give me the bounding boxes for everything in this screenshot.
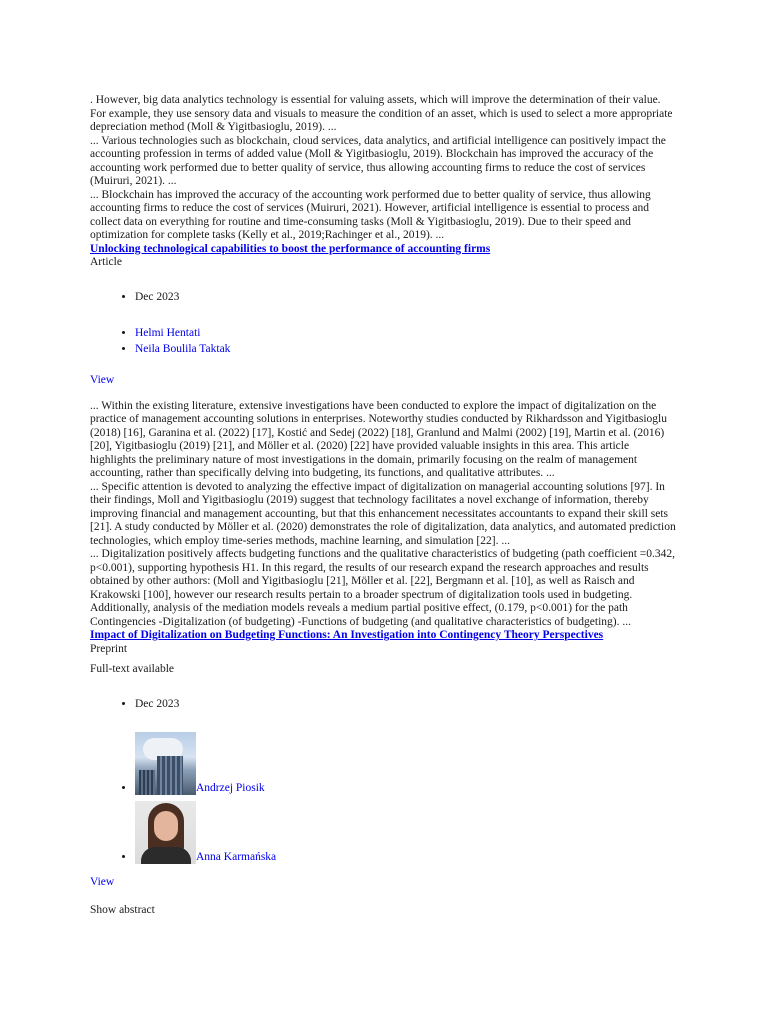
author-list — [90, 325, 676, 357]
author-avatar-person-photo[interactable] — [135, 801, 196, 864]
citation-snippet: ... Within the existing literature, extensive investigations have been conducted to explore the impact of digitalization on the practice of management accounting solutions in enterprises. Noteworthy studies conducted by Rikhardsson and Yigitbasioglu (2018) [16], Garanina et al. (2022) [17], Kostić and Sedej (2022) [18], Granlund and Malmi (2002) [19], Martin et al. (2016) [20], Yigitbasioglu (2019) [21], and Möller et al. (2020) [22] have provided valuable insights in this area. This article highlights the preliminary nature of most investigations in the domain, primarily focusing on the realm of management accounting, rather than specifically delving into budgeting, its functions, and qualitative attributes. ... — [90, 399, 668, 479]
date-list — [90, 291, 676, 305]
publication-title-link[interactable]: Impact of Digitalization on Budgeting Functions: An Investigation into Contingency Theory Perspectives — [90, 629, 604, 641]
show-abstract-button[interactable]: Show abstract — [90, 903, 155, 916]
citation-snippet: ... Blockchain has improved the accuracy of the accounting work performed due to better quality of service, thus allowing accounting firms to reduce the cost of services (Muiruri, 2021). However, artificial intelligence is essential to process and collect data on everything for routine and time-consuming tasks (Moll & Yigitbasioglu, 2019). Due to their speed and optimization for complete tasks (Kelly et al., 2019;Rachinger et al., 2019). ... — [90, 188, 651, 241]
fulltext-badge: Full-text available — [90, 663, 174, 675]
publication-date: • Dec 2023 — [135, 291, 676, 305]
view-link[interactable]: View — [90, 876, 115, 888]
publication-type: Preprint — [90, 642, 128, 655]
author-item — [135, 341, 676, 357]
author-item — [135, 801, 676, 864]
author-item — [135, 325, 676, 341]
publication-date: • Dec 2023 — [135, 698, 676, 712]
view-link[interactable]: View — [90, 374, 115, 386]
author-link[interactable]: Neila Boulila Taktak — [135, 343, 231, 355]
author-link[interactable]: Andrzej Piosik — [196, 782, 265, 794]
citation-snippet: . However, big data analytics technology is essential for valuing assets, which will improve the determination of their value. For example, they use sensory data and visuals to measure the condition of an asset, which is used to select a more appropriate depreciation method (Moll & Yigitbasioglu, 2019). ... — [90, 94, 673, 133]
citation-snippet: ... Various technologies such as blockchain, cloud services, data analytics, and artificial intelligence can positively impact the accounting profession in terms of added value (Moll & Yigitbasioglu, 2019). Blockchain has improved the accuracy of the accounting work performed due to better quality of service, thus allowing accounting firms to reduce the cost of services (Muiruri, 2021). ... — [90, 134, 666, 187]
date-list — [90, 698, 676, 712]
author-list — [90, 732, 676, 864]
author-link[interactable]: Helmi Hentati — [135, 327, 201, 339]
publication-type: Article — [90, 256, 122, 268]
citation-snippet: ... Digitalization positively affects budgeting functions and the qualitative characteristics of budgeting (path coefficient =0.342, p<0.001), supporting hypothesis H1. In this regard, the results of our research expand the research approaches and results obtained by other authors: (Moll and Yigitbasioglu [21], Möller et al. [22], Bergmann et al. [10], as well as Raisch and Krakowski [100], however our research results pertain to a broader spectrum of digitalization tools used in budgeting. Additionally, analysis of the mediation models reveals a medium partial positive effect, (0.179, p<0.001) for the path Contingencies -Digitalization (of budgeting) -Functions of budgeting (and qualitative characteristics of budgeting). ... — [90, 548, 676, 628]
publication-title-link[interactable]: Unlocking technological capabilities to boost the performance of accounting firms — [90, 242, 491, 255]
author-item — [135, 732, 676, 795]
author-avatar-building-photo[interactable] — [135, 732, 196, 795]
results-list — [90, 94, 676, 917]
author-link[interactable]: Anna Karmańska — [196, 851, 277, 863]
citation-snippet: ... Specific attention is devoted to analyzing the effective impact of digitalization on managerial accounting solutions [97]. In their findings, Moll and Yigitbasioglu (2019) suggest that technology facilitates a novel exchange of information, thereby improving financial and management accounting, but that this enhancement necessitates accountants to expand their skill sets [21]. A study conducted by Möller et al. (2020) demonstrates the role of digitalization, data analytics, and automated prediction technologies, which employ time-series methods, machine learning, and simulation [22]. ... — [90, 480, 676, 547]
